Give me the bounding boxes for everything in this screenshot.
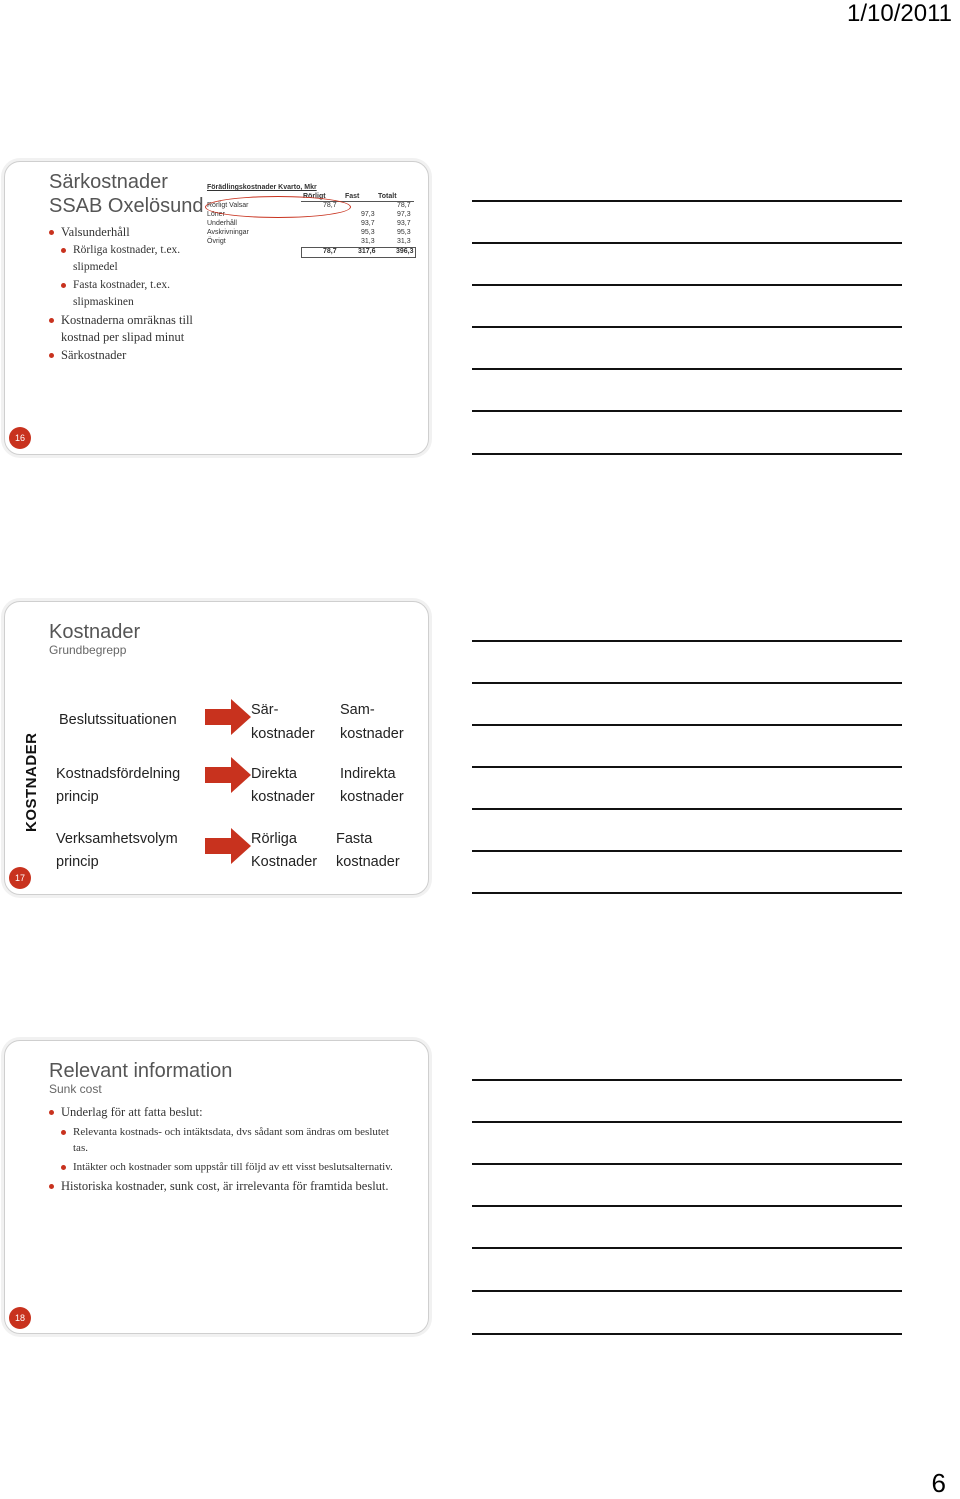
row-right-label: kostnader bbox=[340, 726, 404, 742]
row-right-label: Indirekta bbox=[340, 766, 396, 782]
row-left-label: Kostnadsfördelning bbox=[56, 766, 181, 782]
slide-title: Kostnader bbox=[49, 621, 141, 643]
row-mid-label: Direkta bbox=[251, 766, 297, 782]
slide-number: 16 bbox=[9, 427, 31, 449]
col-header: Totalt bbox=[378, 193, 397, 200]
title-line-1: Särkostnader bbox=[49, 171, 168, 193]
bullet: Särkostnader bbox=[49, 347, 209, 365]
slide-title: Relevant information bbox=[49, 1060, 233, 1082]
highlight-circle bbox=[205, 196, 351, 218]
col-header: Rörligt bbox=[303, 193, 326, 200]
side-label: KOSTNADER bbox=[23, 732, 40, 832]
sub-bullet: Relevanta kostnads- och intäktsdata, dvs sådant som ändras om beslutet tas. bbox=[61, 1124, 394, 1157]
arrow-right-icon bbox=[205, 699, 251, 735]
title-line-2: SSAB Oxelösund bbox=[49, 195, 204, 217]
slide-number: 17 bbox=[9, 867, 31, 889]
table-row: Övrigt 31,3 31,3 bbox=[207, 238, 411, 245]
page-number: 6 bbox=[931, 1468, 946, 1498]
row-right-label: kostnader bbox=[340, 789, 404, 805]
bullet: Valsunderhåll bbox=[49, 224, 209, 242]
row-mid-label: Kostnader bbox=[251, 854, 318, 870]
bullet-list bbox=[49, 1104, 394, 1196]
table-row: Avskrivningar 95,3 95,3 bbox=[207, 229, 411, 236]
row-mid-label: kostnader bbox=[251, 789, 315, 805]
bullet-list bbox=[49, 224, 209, 364]
row-mid-label: Sär- bbox=[251, 702, 279, 718]
bullet: Underlag för att fatta beslut: bbox=[49, 1104, 394, 1122]
slide-subtitle: Sunk cost bbox=[49, 1082, 102, 1096]
arrow-right-icon bbox=[205, 757, 251, 793]
col-header: Fast bbox=[345, 193, 360, 200]
slide-18 bbox=[4, 1040, 429, 1334]
header-date: 1/10/2011 bbox=[847, 0, 952, 27]
arrow-right-icon bbox=[205, 828, 251, 864]
row-left-label: princip bbox=[56, 854, 99, 870]
row-mid-label: Rörliga bbox=[251, 831, 297, 847]
sub-bullet: Intäkter och kostnader som uppstår till följd av ett visst beslutsalternativ. bbox=[61, 1159, 394, 1176]
slide-17 bbox=[4, 601, 429, 895]
totals-row: 78,7 317,6 396,3 bbox=[301, 247, 416, 258]
table-row: Löner 97,3 97,3 bbox=[207, 211, 411, 218]
slide-subtitle: Grundbegrepp bbox=[49, 643, 127, 657]
row-right-label: kostnader bbox=[336, 854, 400, 870]
table-row: Underhåll 93,7 93,7 bbox=[207, 220, 411, 227]
bullet: Kostnaderna omräknas till kostnad per slipad minut bbox=[49, 312, 209, 347]
bullet: Historiska kostnader, sunk cost, är irrelevanta för framtida beslut. bbox=[49, 1178, 394, 1196]
row-right-label: Fasta bbox=[336, 831, 373, 847]
slide-title bbox=[49, 170, 204, 218]
row-right-label: Sam- bbox=[340, 702, 375, 718]
table-row: Rörligt Valsar 78,7 78,7 bbox=[207, 202, 411, 209]
row-left-label: Beslutssituationen bbox=[59, 712, 177, 728]
sub-bullet: Fasta kostnader, t.ex. slipmaskinen bbox=[61, 277, 209, 312]
slide-16 bbox=[4, 161, 429, 455]
row-left-label: princip bbox=[56, 789, 99, 805]
table-title: Förädlingskostnader Kvarto, Mkr bbox=[207, 184, 317, 191]
row-mid-label: kostnader bbox=[251, 726, 315, 742]
slide-number: 18 bbox=[9, 1307, 31, 1329]
row-left-label: Verksamhetsvolym bbox=[56, 831, 178, 847]
sub-bullet: Rörliga kostnader, t.ex. slipmedel bbox=[61, 242, 209, 277]
